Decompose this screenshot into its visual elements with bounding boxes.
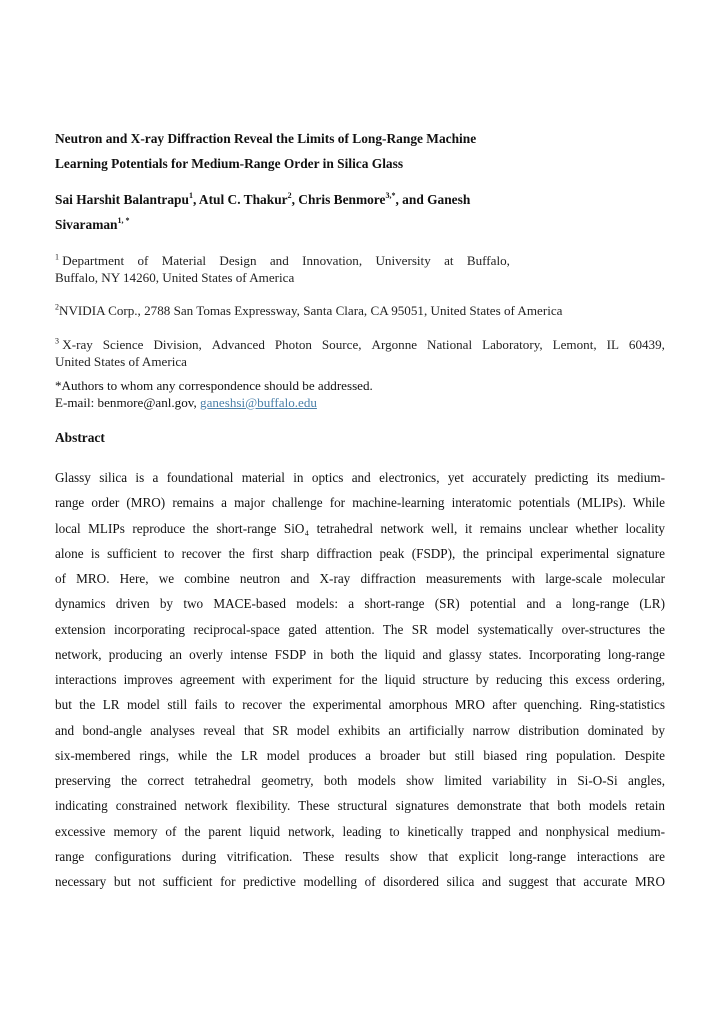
email-label: E-mail: benmore@anl.gov, [55, 395, 197, 410]
email-line [55, 394, 665, 411]
affiliation-word: and [269, 253, 289, 268]
author-name: and Ganesh [402, 192, 471, 207]
affiliation-2 [55, 302, 665, 319]
affiliation-word: IL [606, 337, 619, 352]
affiliation-word: Science [102, 337, 144, 352]
abstract-line: and bond-angle analyses reveal that SR model exhibits an artificially narrow distribution dominated by [55, 722, 665, 738]
affiliation-word: National [427, 337, 473, 352]
abstract-line: alone is sufficient to recover the first sharp diffraction peak (FSDP), the principal experimental signature [55, 545, 665, 561]
abstract-line: local MLIPs reproduce the short-range SiO₄ tetrahedral network well, it remains unclear whether locality [55, 520, 665, 536]
affiliation-3-line-1 [55, 336, 665, 353]
affiliation-number: 2 [55, 302, 59, 312]
abstract-line: range configurations during vitrification. These results show that explicit long-range interactions are [55, 848, 665, 864]
abstract-line: interactions improves agreement with experiment for the liquid structure by reducing this excess ordering, [55, 672, 665, 687]
affiliation-word: Innovation, [302, 253, 363, 268]
correspondence-note [55, 377, 665, 411]
abstract-line: extension incorporating reciprocal-space gated attention. The SR model systematically over-structures the [55, 621, 665, 637]
abstract-line: indicating constrained network flexibility. These structural signatures demonstrate that both models retain [55, 798, 665, 814]
affiliation-word: Division, [153, 337, 202, 352]
affiliation-word: Material [161, 253, 207, 268]
abstract-line: six-membered rings, while the LR model produces a broader but still biased ring population. Despite [55, 747, 665, 763]
abstract-line: dynamics driven by two MACE-based models: a short-range (SR) potential and a long-range (LR) [55, 596, 665, 612]
abstract-line: Glassy silica is a foundational material in optics and electronics, yet accurately predicting its medium- [55, 470, 665, 485]
affiliation-word: Buffalo, [466, 253, 510, 268]
affiliation-1-line-1 [55, 252, 510, 269]
author-list [55, 187, 535, 237]
paper-title [55, 126, 525, 176]
abstract-line: of MRO. Here, we combine neutron and X-ray diffraction measurements with large-scale molecular [55, 571, 665, 586]
affiliation-word: Lemont, [552, 337, 597, 352]
abstract-body [55, 465, 665, 894]
author-affil-mark: 3,* [385, 190, 396, 200]
affiliation-number: 3 [55, 336, 59, 346]
abstract-line: range order (MRO) remains a major challenge for machine-learning interatomic potentials (MLIPs). While [55, 495, 665, 511]
affiliation-word: Source, [321, 337, 362, 352]
affiliation-number: 1 [55, 252, 59, 262]
affiliation-1-line-2: Buffalo, NY 14260, United States of America [55, 270, 295, 285]
affiliation-3-line-2: United States of America [55, 354, 187, 369]
author-name: Sivaraman [55, 217, 118, 232]
affiliation-word: $^3$ X-ray [55, 336, 93, 352]
author-affil-mark: 1, * [117, 215, 130, 225]
abstract-heading: Abstract [55, 430, 105, 445]
affiliation-word: at [444, 253, 454, 268]
abstract-line: but the LR model still fails to recover the experimental amorphous MRO after quenching. Ring-statistics [55, 697, 665, 713]
author-affil-mark: 2 [287, 190, 292, 200]
affiliation-word: Advanced [211, 337, 265, 352]
abstract-line: necessary but not sufficient for predictive modelling of disordered silica and suggest that accurate MRO [55, 874, 665, 889]
affiliation-3 [55, 336, 665, 370]
affiliation-word: Laboratory, [482, 337, 543, 352]
author-line-1: Sai Harshit Balantrapu$^1$, Atul C. Thakur$^2$, Chris Benmore$^{3,*}$, and Ganesh [55, 190, 471, 207]
title-line-1: Neutron and X-ray Diffraction Reveal the Limits of Long-Range Machine [55, 131, 477, 146]
affiliation-word: Design [219, 253, 257, 268]
affiliation-word: Photon [274, 337, 312, 352]
affiliation-word: University [375, 253, 431, 268]
author-name: Sai Harshit Balantrapu [55, 192, 189, 207]
abstract-line: excessive memory of the parent liquid network, leading to kinetically trapped and nonphysical medium- [55, 823, 665, 839]
author-line-2 [55, 212, 535, 237]
affiliation-text: NVIDIA Corp., 2788 San Tomas Expressway, Santa Clara, CA 95051, United States of America [59, 303, 563, 318]
abstract-line: network, producing an overly intense FSDP in both the liquid and glassy states. Incorporating long-range [55, 646, 665, 662]
affiliation-1 [55, 252, 510, 286]
affiliation-word: Argonne [371, 337, 418, 352]
author-affil-mark: 1 [188, 190, 193, 200]
title-line-2: Learning Potentials for Medium-Range Order in Silica Glass [55, 156, 404, 171]
author-name: Atul C. Thakur [198, 192, 288, 207]
abstract-line: preserving the correct tetrahedral geometry, both models show limited variability in Si-O-Si angles, [55, 773, 665, 788]
correspondence-text: *Authors to whom any correspondence should be addressed. [55, 378, 373, 393]
affiliation-word: $^1$ Department [55, 252, 125, 268]
affiliation-word: 60439, [628, 337, 665, 352]
affiliation-word: of [137, 253, 149, 268]
author-name: Chris Benmore [298, 192, 386, 207]
email-link[interactable]: ganeshsi@buffalo.edu [200, 395, 317, 410]
